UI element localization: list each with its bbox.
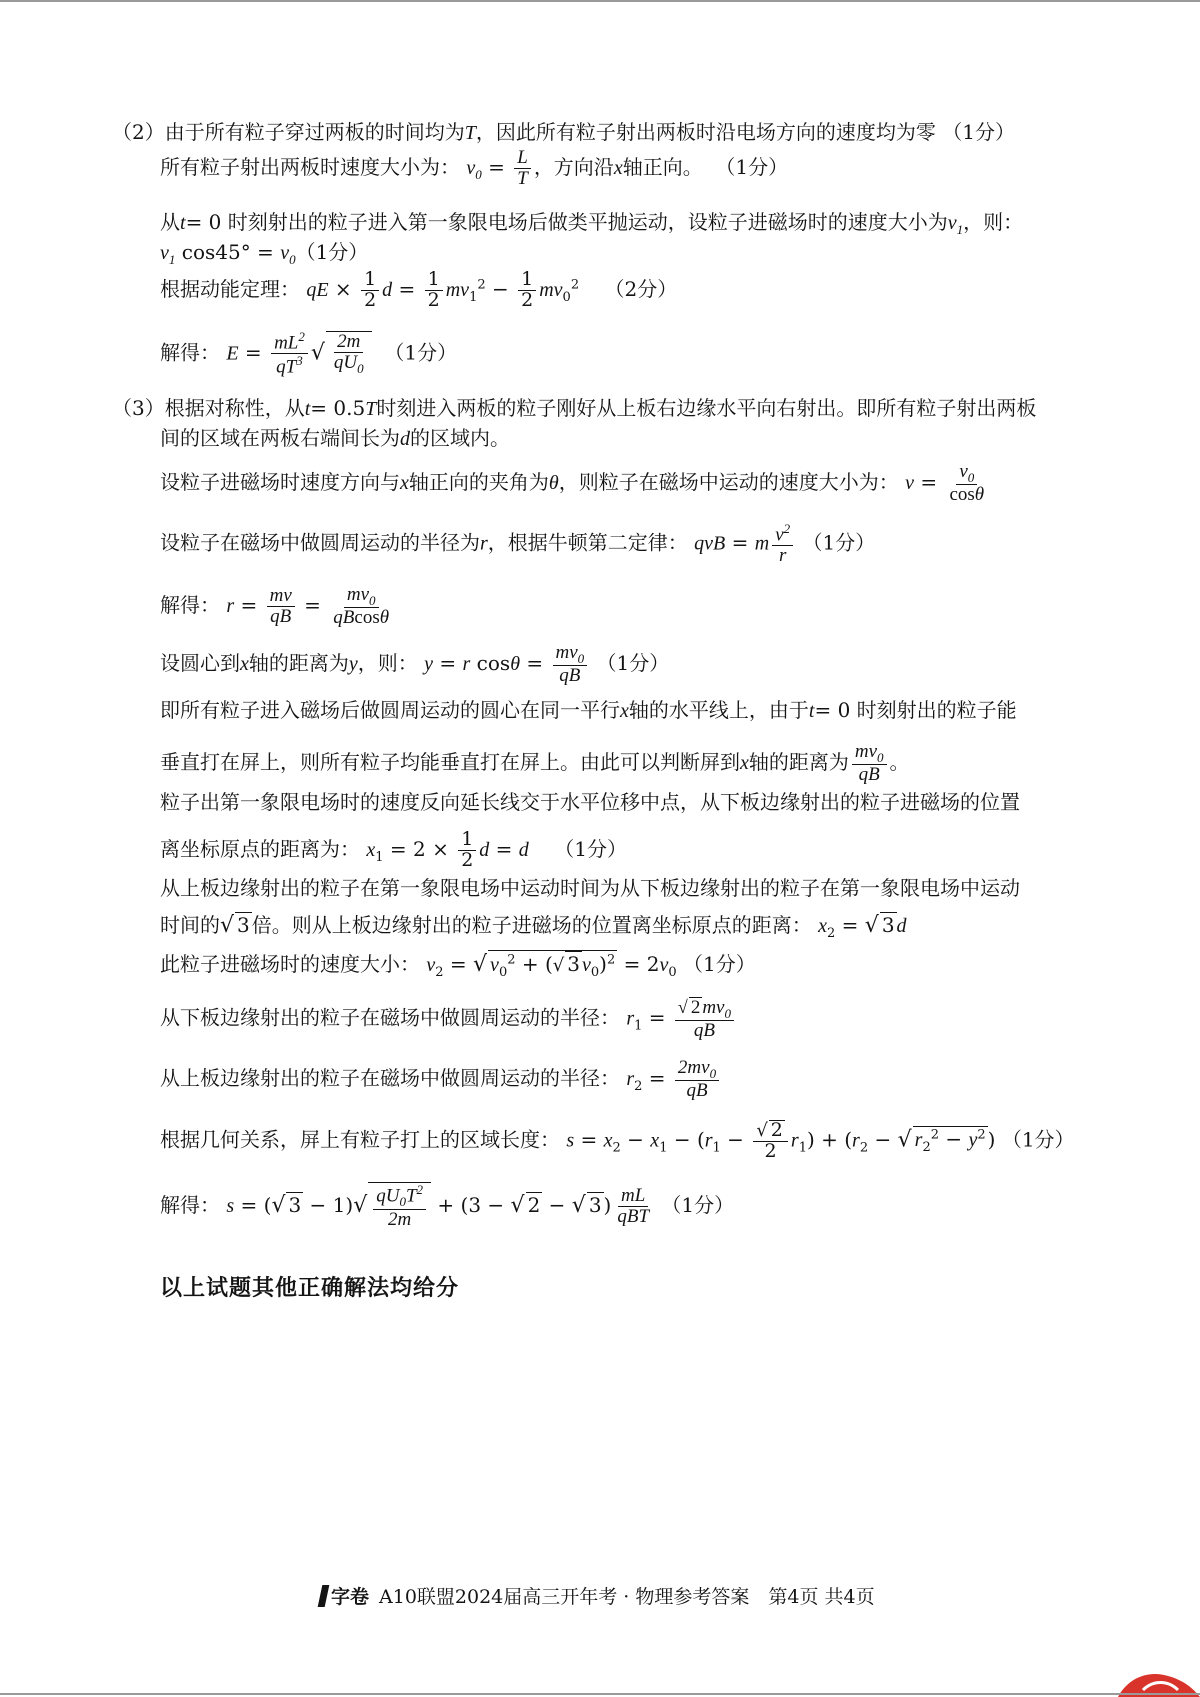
part3-line-2: 间的区域在两板右端间长为d的区域内。	[160, 426, 510, 450]
part3-line-4: 设粒子在磁场中做圆周运动的半径为r，根据牛顿第二定律： qvB = m $\frac{v^2}{r}$ （1分）	[160, 521, 876, 567]
part3-line-10: 离坐标原点的距离为： $x_1 = 2$ × $\frac{1}{2}$ d = d （1分）	[160, 828, 627, 871]
part3-line-6: 设圆心到x轴的距离为y，则： y = r cosθ = $\frac{mv_0}{qB}$ （1分）	[160, 642, 670, 687]
part3-line-3: 设粒子进磁场时速度方向与x轴正向的夹角为θ，则粒子在磁场中运动的速度大小为： v = $\frac{v_0}{\cos\theta}$	[160, 461, 985, 506]
part2-line-3: 从t= 0 时刻射出的粒子进入第一象限电场后做类平抛运动，设粒子进磁场时的速度大小为$v_1$，则：	[160, 210, 1024, 237]
part2-line-6: 解得： E = $\frac{mL^2}{qT^3}$ √ $\frac{2m}{qU_0}$ （1分）	[160, 329, 458, 378]
part3-line-7: 即所有粒子进入磁场后做圆周运动的圆心在同一平行x轴的水平线上，由于t= 0 时刻射出的粒子能	[160, 698, 1017, 722]
part2-line-1: （2）由于所有粒子穿过两板的时间均为T，因此所有粒子射出两板时沿电场方向的速度均为零 （1分）	[112, 120, 1015, 144]
publisher-logo: 字卷	[320, 1582, 369, 1609]
part2-line-2: 所有粒子射出两板时速度大小为： $v_0$ = $\frac{L}{T}$ ，方向沿x轴正向。 （1分）	[160, 147, 789, 189]
part3-line-8: 垂直打在屏上，则所有粒子均能垂直打在屏上。由此可以判断屏到x轴的距离为 $\frac{mv_0}{qB}$ 。	[160, 741, 910, 786]
part3-line-5: 解得： r = $\frac{mv}{qB}$ = $\frac{mv_0}{qBcos\theta}$	[160, 584, 390, 629]
page-bottom-edge	[0, 1693, 1200, 1695]
logo-mark	[318, 1585, 330, 1607]
part3-line-13: 此粒子进磁场时的速度大小： $v_2$ = √ $v_0^2$ + (√ 3 $v_0)^2 = 2v_0$ （1分）	[160, 952, 756, 980]
page-top-edge	[0, 0, 1200, 2]
part3-line-1: （3）根据对称性，从t= 0.5T时刻进入两板的粒子刚好从上板右边缘水平向右射出。即所有粒子射出两板	[112, 396, 1037, 420]
closing-note: 以上试题其他正确解法均给分	[160, 1276, 460, 1301]
score-label: （1分）	[942, 120, 1015, 144]
part2-line-5: 根据动能定理： qE × $\frac{1}{2}$ d = $\frac{1}{2}$ $mv_1^2$ − $\frac{1}{2}$ $mv_0^2$ （2分）	[160, 268, 678, 311]
part3-line-17: 解得： s = (√ 3 − 1)√ $\frac{qU_0T^2}{2m}$ + (3 − √ 2 − √ 3 ) $\frac{mL}{\text{qBT}}$ （1分）	[160, 1182, 735, 1230]
part3-line-16: 根据几何关系，屏上有粒子打上的区域长度： $s = x_2 - x_1 - (r_1$ − $\frac{√ 2}{2}$ $r_1) + (r_2$ − √ $r_2^2 - y^2$ ) （1分）	[160, 1119, 1075, 1162]
part3-line-14: 从下板边缘射出的粒子在磁场中做圆周运动的半径： $r_1$ = $\frac{√ 2 mv_0}{qB}$	[160, 997, 737, 1041]
part3-line-11: 从上板边缘射出的粒子在第一象限电场中运动时间为从下板边缘射出的粒子在第一象限电场中运动	[160, 876, 1020, 900]
part3-line-12: 时间的√ 3 倍。则从上板边缘射出的粒子进磁场的位置离坐标原点的距离： $x_2$ = √ 3 d	[160, 913, 907, 941]
corner-stamp	[1108, 1660, 1200, 1697]
part3-line-9: 粒子出第一象限电场时的速度反向延长线交于水平位移中点，从下板边缘射出的粒子进磁场的位置	[160, 790, 1020, 814]
part2-line-4: $v_1$ $\cos 45^\circ = v_0(1$分）	[160, 240, 369, 267]
part3-line-15: 从上板边缘射出的粒子在磁场中做圆周运动的半径： $r_2$ = $\frac{2mv_0}{qB}$	[160, 1058, 722, 1101]
page-footer	[320, 1582, 875, 1609]
footer-text: A10联盟2024届高三开年考 · 物理参考答案 第4页 共4页	[379, 1586, 875, 1608]
